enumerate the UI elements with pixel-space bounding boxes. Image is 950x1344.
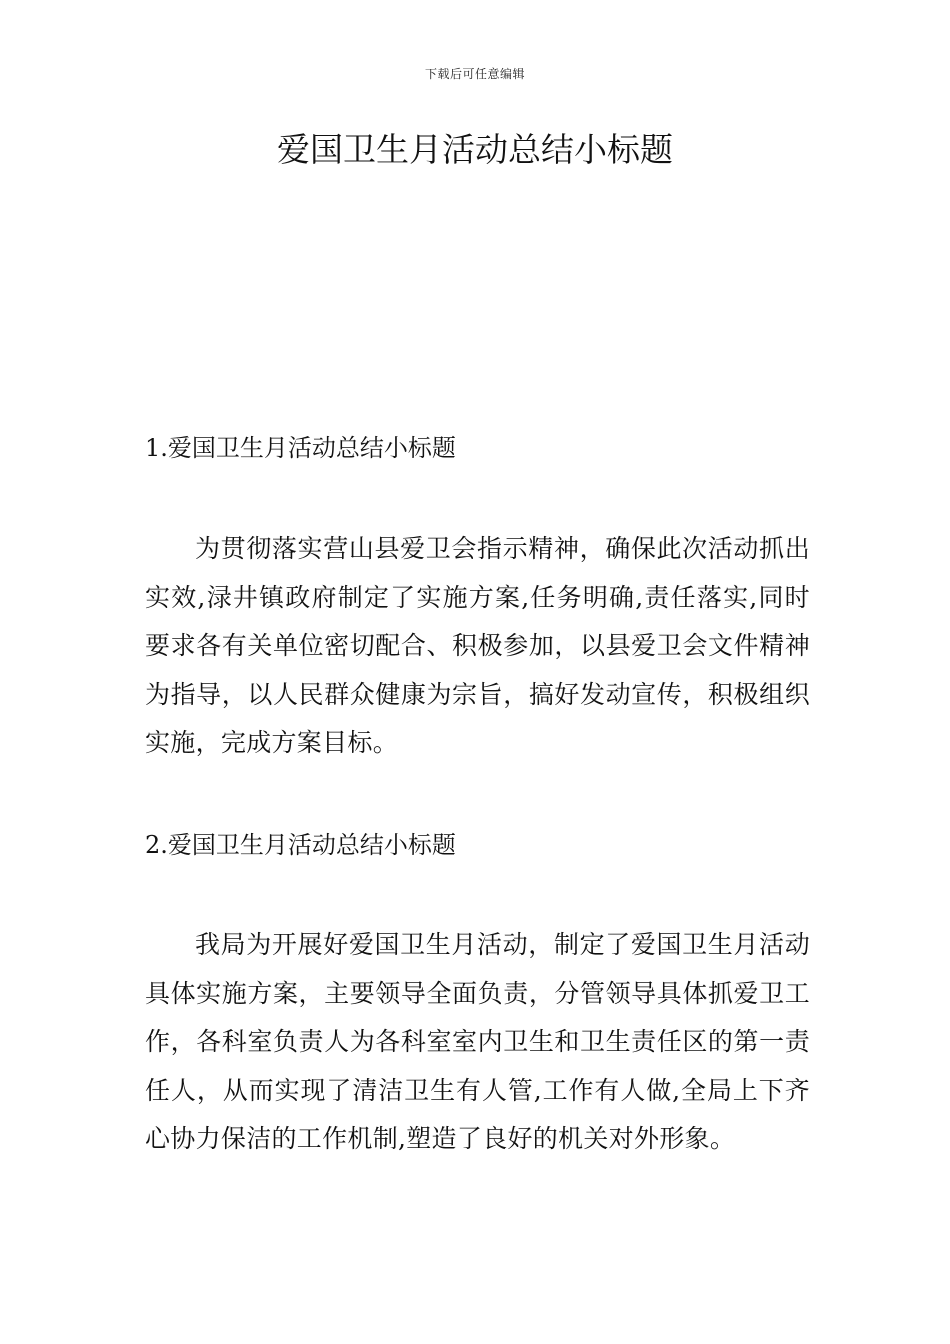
section-heading-1: 1.爱国卫生月活动总结小标题 <box>145 434 456 462</box>
header-note: 下载后可任意编辑 <box>424 67 525 81</box>
section-paragraph-1: 为贯彻落实营山县爱卫会指示精神，确保此次活动抓出实效,渌井镇政府制定了实施方案,任务明确,责任落实,同时要求各有关单位密切配合、积极参加，以县爱卫会文件精神为指导，以人民群众健康为宗旨，搞好发动宣传，积极组织实施，完成方案目标。 <box>145 534 810 757</box>
section-paragraph-2: 我局为开展好爱国卫生月活动，制定了爱国卫生月活动具体实施方案，主要领导全面负责，分管领导具体抓爱卫工作，各科室负责人为各科室室内卫生和卫生责任区的第一责任人，从而实现了清洁卫生有人管,工作有人做,全局上下齐心协力保洁的工作机制,塑造了良好的机关对外形象。 <box>145 930 810 1153</box>
section-heading-2: 2.爱国卫生月活动总结小标题 <box>145 831 456 859</box>
document-title: 爱国卫生月活动总结小标题 <box>277 130 673 169</box>
